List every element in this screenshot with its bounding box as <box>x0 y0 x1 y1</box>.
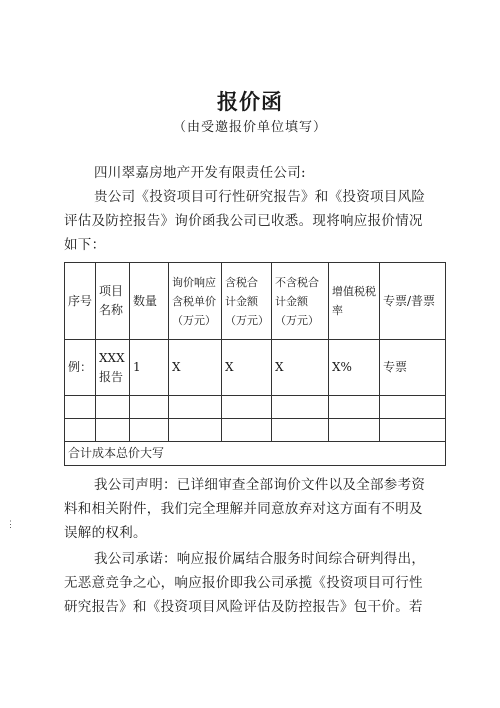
header-cell-vat-rate: 增值税税率 <box>329 263 380 340</box>
header-cell-total-with-tax: 含税合计金额（万元） <box>222 263 272 340</box>
table-cell: X <box>272 340 329 396</box>
table-header-row <box>65 263 446 340</box>
header-cell-invoice-type: 专票/普票 <box>380 263 446 340</box>
table-cell: X <box>222 340 272 396</box>
table-cell: XXX报告 <box>96 340 130 396</box>
table-cell: 例： <box>65 340 96 396</box>
table-cell: 1 <box>130 340 169 396</box>
declaration-line-2: 料和相关附件，我们完全理解并同意放弃对这方面有不明及 <box>64 501 423 517</box>
margin-mark: ⋮ <box>6 520 15 530</box>
header-cell-item-name: 项目名称 <box>96 263 130 340</box>
header-cell-unit-price: 询价响应含税单价（万元） <box>169 263 222 340</box>
table-cell: X% <box>329 340 380 396</box>
table-row-blank <box>65 396 446 419</box>
commitment-line-3: 研究报告》和《投资项目风险评估及防控报告》包干价。若 <box>64 599 423 615</box>
table-cell: X <box>169 340 222 396</box>
quotation-table <box>64 262 446 466</box>
commitment-line-1: 我公司承诺：响应报价属结合服务时间综合研判得出， <box>94 551 426 567</box>
table-row-example <box>65 340 446 396</box>
table-cell: 专票 <box>380 340 446 396</box>
header-cell-total-without-tax: 不含税合计金额（万元） <box>272 263 329 340</box>
intro-line-1: 贵公司《投资项目可行性研究报告》和《投资项目风险 <box>94 189 426 205</box>
header-cell-index: 序号 <box>65 263 96 340</box>
intro-line-3: 如下： <box>64 237 106 253</box>
recipient-line: 四川翠嘉房地产开发有限责任公司: <box>94 165 306 181</box>
header-cell-quantity: 数量 <box>130 263 169 340</box>
document-subtitle: （由受邀报价单位填写） <box>172 120 327 135</box>
declaration-line-1: 我公司声明：已详细审查全部询价文件以及全部参考资 <box>94 477 426 493</box>
document-title: 报价函 <box>217 89 283 114</box>
commitment-line-2: 无恶意竞争之心，响应报价即我公司承揽《投资项目可行性 <box>64 575 423 591</box>
total-label-cell: 合计成本总价大写 <box>65 442 446 466</box>
table-row-blank <box>65 419 446 442</box>
declaration-line-3: 误解的权利。 <box>64 525 147 541</box>
table-row-total <box>65 442 446 466</box>
intro-line-2: 评估及防控报告》询价函我公司已收悉。现将响应报价情况 <box>64 213 423 229</box>
